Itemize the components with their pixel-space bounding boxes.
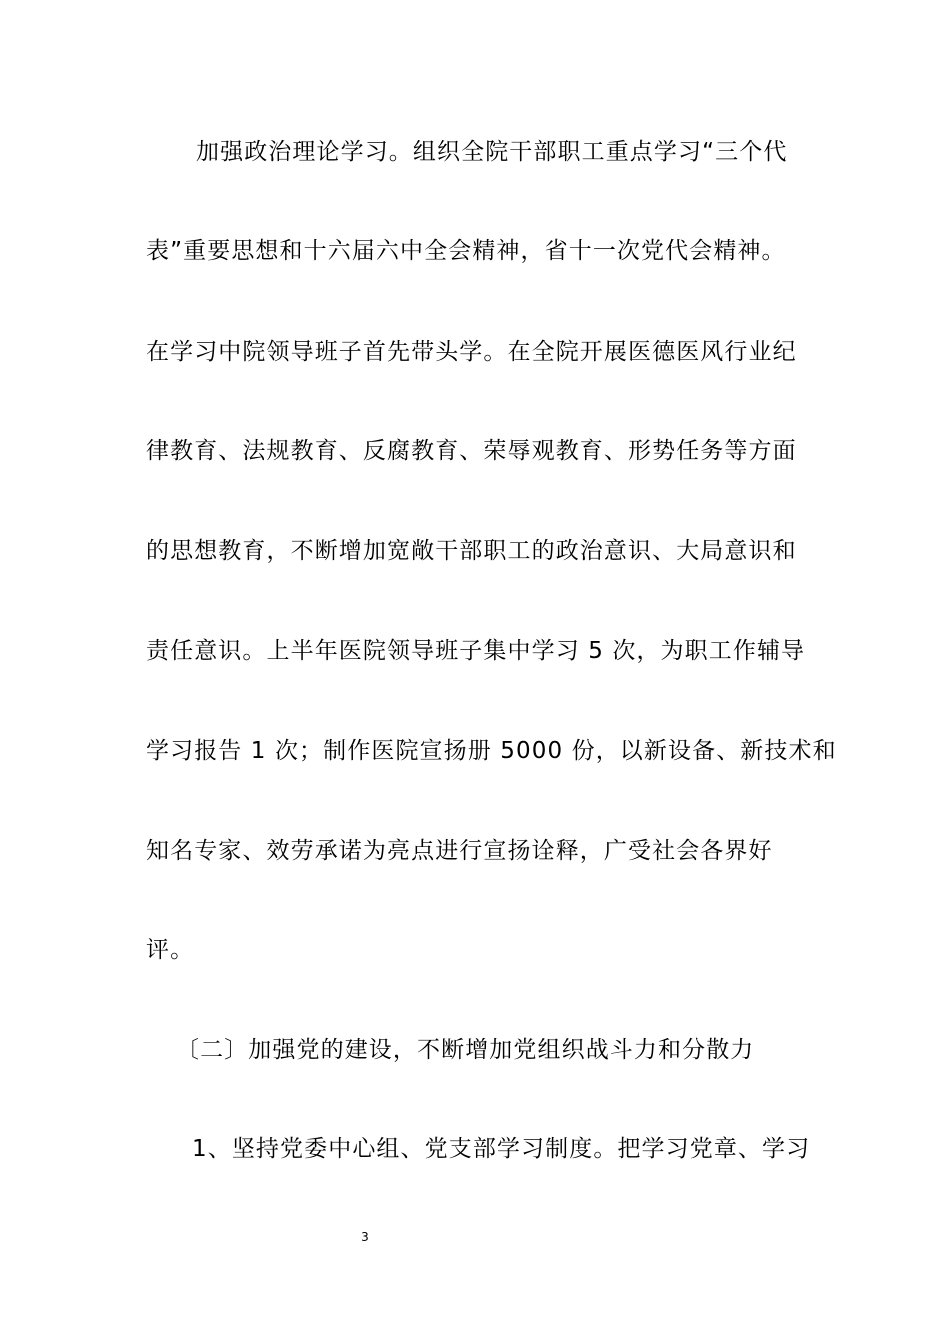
paragraph-line-2: 表”重要思想和十六届六中全会精神，省十一次党代会精神。 [146,238,786,264]
page-number: 3 [361,1230,369,1244]
paragraph-line-4: 律教育、法规教育、反腐教育、荣辱观教育、形势任务等方面 [146,438,797,464]
paragraph-line-8: 知名专家、效劳承诺为亮点进行宣扬诠释，广受社会各界好 [146,838,773,864]
numbered-item-line: 1、坚持党委中心组、党支部学习制度。把学习党章、学习 [192,1136,811,1162]
paragraph-line-3: 在学习中院领导班子首先带头学。在全院开展医德医风行业纪 [146,339,797,365]
paragraph-line-6: 责任意识。上半年医院领导班子集中学习 5 次，为职工作辅导 [146,638,806,664]
paragraph-line-5: 的思想教育，不断增加宽敞干部职工的政治意识、大局意识和 [146,538,797,564]
section-heading: 〔二〕加强党的建设，不断增加党组织战斗力和分散力 [176,1037,755,1063]
paragraph-line-7: 学习报告 1 次；制作医院宣扬册 5000 份，以新设备、新技术和 [146,738,837,764]
paragraph-line-1: 加强政治理论学习。组织全院干部职工重点学习“三个代 [196,139,788,165]
paragraph-line-9: 评。 [146,937,195,963]
